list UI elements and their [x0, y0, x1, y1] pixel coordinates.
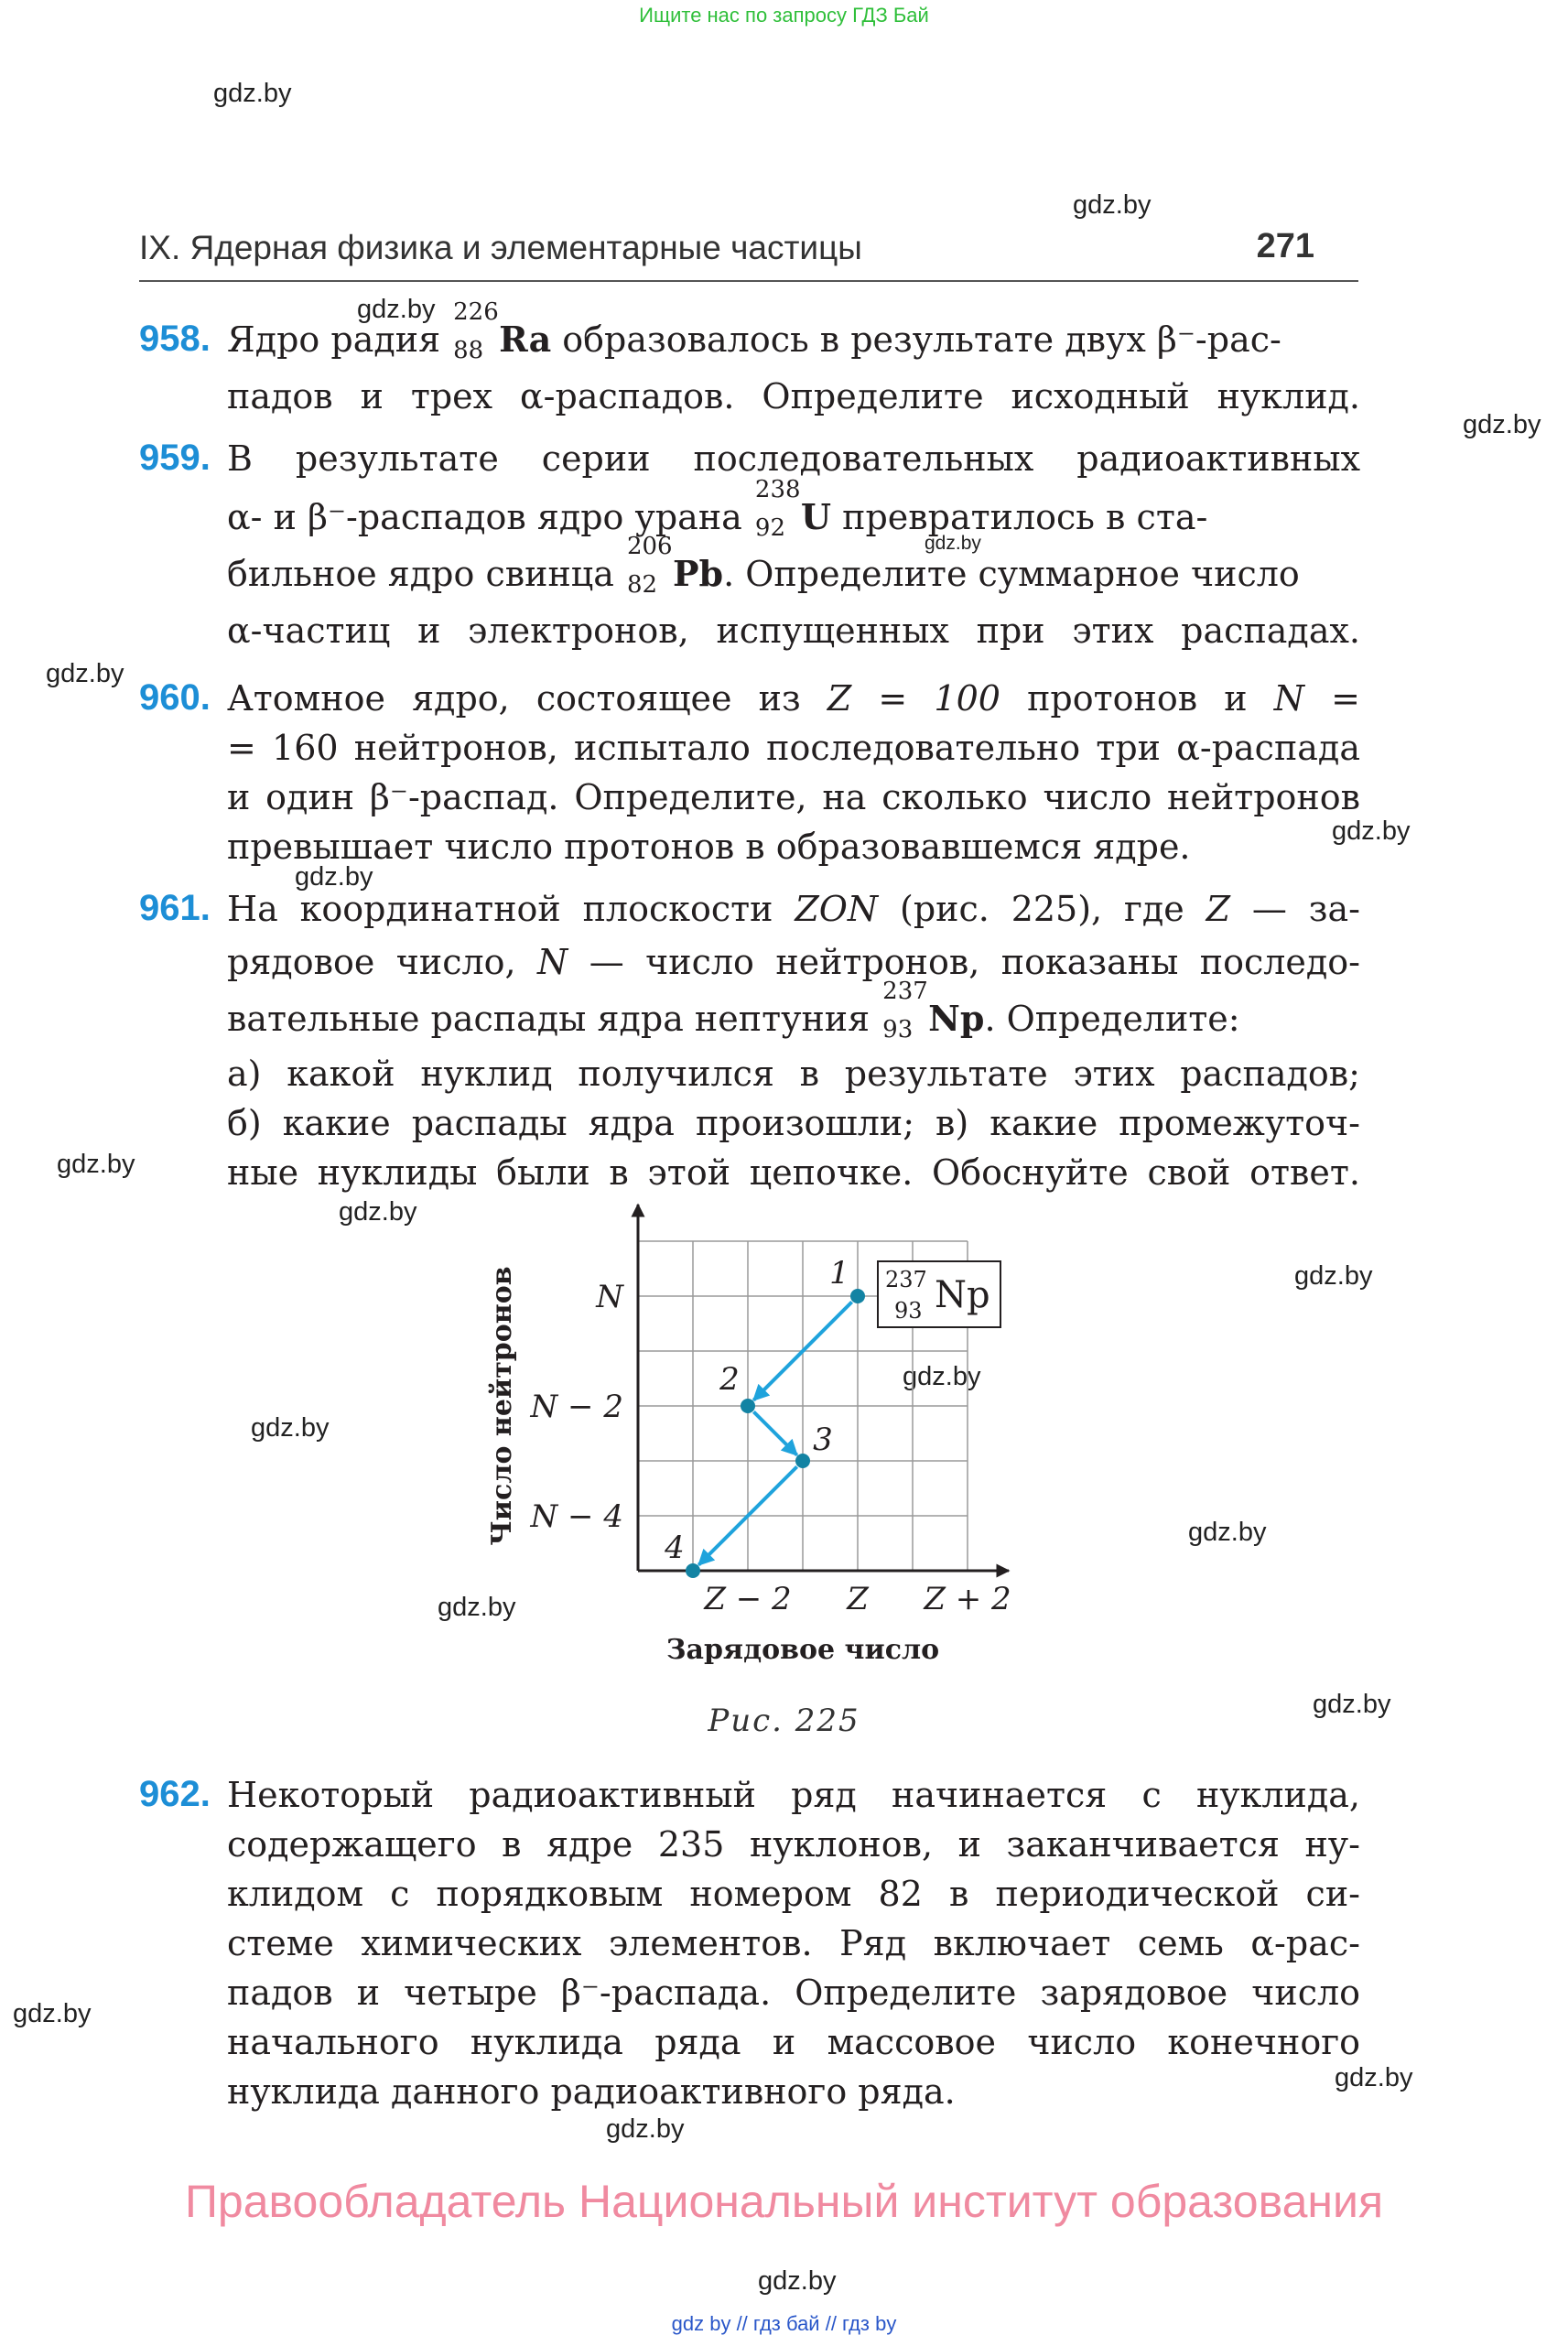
problem-960-line: Атомное ядро, состоящее из Z = 100 протонов и N =: [227, 678, 1360, 719]
problem-959-line: В результате серии последовательных радиоактивных: [227, 438, 1360, 479]
decay-arrow: [753, 1411, 796, 1454]
decay-point: [741, 1399, 755, 1413]
problem-962-line: стеме химических элементов. Ряд включает семь α-рас-: [227, 1923, 1360, 1963]
watermark: gdz.by: [57, 1150, 135, 1179]
watermark: gdz.by: [758, 2266, 837, 2296]
problem-961-line: рядовое число, N — число нейтронов, показаны последо-: [227, 942, 1361, 982]
annotation-symbol: Np: [935, 1274, 990, 1316]
problem-number-960: 960.: [139, 677, 211, 718]
problem-961-line: На координатной плоскости ZON (рис. 225), где Z — за-: [227, 889, 1360, 929]
problem-962-line: содержащего в ядре 235 нуклонов, и заканчивается ну-: [227, 1824, 1360, 1865]
watermark: gdz.by: [1294, 1261, 1373, 1291]
nuclide-uranium: 238 92 U: [754, 476, 832, 542]
point-label: 4: [665, 1530, 685, 1566]
watermark: gdz.by: [1188, 1518, 1267, 1547]
watermark: gdz.by: [213, 79, 292, 108]
problem-number-958: 958.: [139, 319, 211, 359]
bottom-links[interactable]: gdz by // гдз бай // гдз by: [671, 2312, 897, 2335]
problem-962-line: нуклида данного радиоактивного ряда.: [227, 2071, 956, 2112]
page-number: 271: [1256, 227, 1314, 265]
x-axis-label: Зарядовое число: [665, 1634, 940, 1666]
watermark: gdz.by: [1463, 410, 1541, 439]
neptunium-label-box: [878, 1261, 1000, 1327]
point-label: 1: [829, 1255, 849, 1292]
watermark: gdz.by: [1073, 190, 1152, 220]
watermark: gdz.by: [1332, 816, 1411, 846]
watermark: gdz.by: [13, 1999, 92, 2028]
watermark: gdz.by: [1335, 2063, 1413, 2092]
problem-961-line: ные нуклиды были в этой цепочке. Обоснуйте свой ответ.: [227, 1152, 1360, 1193]
problem-962-line: падов и четыре β⁻-распада. Определите зарядовое число: [227, 1973, 1360, 2013]
decay-point: [850, 1289, 865, 1303]
y-axis-label: Число нейтронов: [486, 1266, 518, 1546]
x-tick-label: Z − 2: [704, 1581, 792, 1617]
nuclide-radium: 226 88 Ra: [453, 298, 552, 364]
decay-point: [686, 1563, 700, 1578]
problem-number-959: 959.: [139, 438, 211, 478]
watermark: gdz.by: [295, 862, 373, 892]
problem-962-line: клидом с порядковым номером 82 в периодической си-: [227, 1874, 1360, 1914]
watermark: gdz.by: [925, 533, 981, 554]
page-header: [139, 223, 1358, 282]
nuclide-lead: 206 82 Pb: [626, 533, 724, 599]
decay-point: [795, 1454, 810, 1468]
watermark: gdz.by: [46, 659, 124, 688]
problem-958-line: падов и трех α-распадов. Определите исходный нуклид.: [227, 376, 1360, 416]
problem-number-961: 961.: [139, 888, 211, 928]
x-tick-label: Z + 2: [924, 1581, 1011, 1617]
problem-number-962: 962.: [139, 1774, 211, 1814]
problem-962-line: Некоторый радиоактивный ряд начинается с нуклида,: [227, 1775, 1360, 1815]
watermark: gdz.by: [438, 1593, 516, 1622]
watermark: gdz.by: [357, 295, 436, 324]
problem-959-line: α-частиц и электронов, испущенных при этих распадах.: [227, 611, 1360, 651]
top-search-link[interactable]: Ищите нас по запросу ГДЗ Бай: [639, 4, 929, 27]
problem-960-line: и один β⁻-распад. Определите, на сколько число нейтронов: [227, 777, 1360, 817]
problem-961-line: вательные распады ядра нептуния 237 93 Np. Определите:: [227, 978, 1240, 1043]
watermark: gdz.by: [1313, 1690, 1391, 1719]
point-label: 3: [813, 1422, 833, 1458]
problem-960-line: = 160 нейтронов, испытало последовательно три α-распада: [227, 728, 1360, 768]
annotation-mass: 237: [885, 1267, 927, 1292]
y-tick-label: N − 2: [530, 1389, 623, 1425]
nuclide-neptunium: 237 93 Np: [882, 978, 985, 1043]
point-label: 2: [719, 1361, 740, 1398]
problem-959-line: бильное ядро свинца 206 82 Pb. Определите суммарное число: [227, 533, 1300, 599]
figure-caption: Рис. 225: [708, 1703, 860, 1739]
y-tick-label: N − 4: [530, 1498, 623, 1535]
annotation-charge: 93: [894, 1298, 923, 1324]
watermark: gdz.by: [339, 1197, 417, 1227]
problem-962-line: начального нуклида ряда и массовое число конечного: [227, 2022, 1360, 2062]
problem-958-line: Ядро радия 226 88 Ra образовалось в результате двух β⁻-рас-: [227, 298, 1281, 364]
copyright-notice: Правообладатель Национальный институт образования: [184, 2176, 1384, 2227]
problem-961-line: б) какие распады ядра произошли; в) какие промежуточ-: [227, 1103, 1360, 1143]
x-tick-label: Z: [847, 1581, 869, 1617]
problem-961-line: а) какой нуклид получился в результате этих распадов;: [227, 1054, 1360, 1094]
problem-960-line: превышает число протонов в образовавшемся ядре.: [227, 827, 1191, 867]
watermark: gdz.by: [903, 1362, 981, 1391]
watermark: gdz.by: [606, 2114, 685, 2144]
problem-959-line: α- и β⁻-распадов ядро урана 238 92 U превратилось в ста-: [227, 476, 1208, 542]
decay-chart: [458, 1199, 1025, 1675]
watermark: gdz.by: [251, 1413, 330, 1443]
y-tick-label: N: [596, 1279, 623, 1315]
section-title: IX. Ядерная физика и элементарные частицы: [139, 229, 862, 266]
